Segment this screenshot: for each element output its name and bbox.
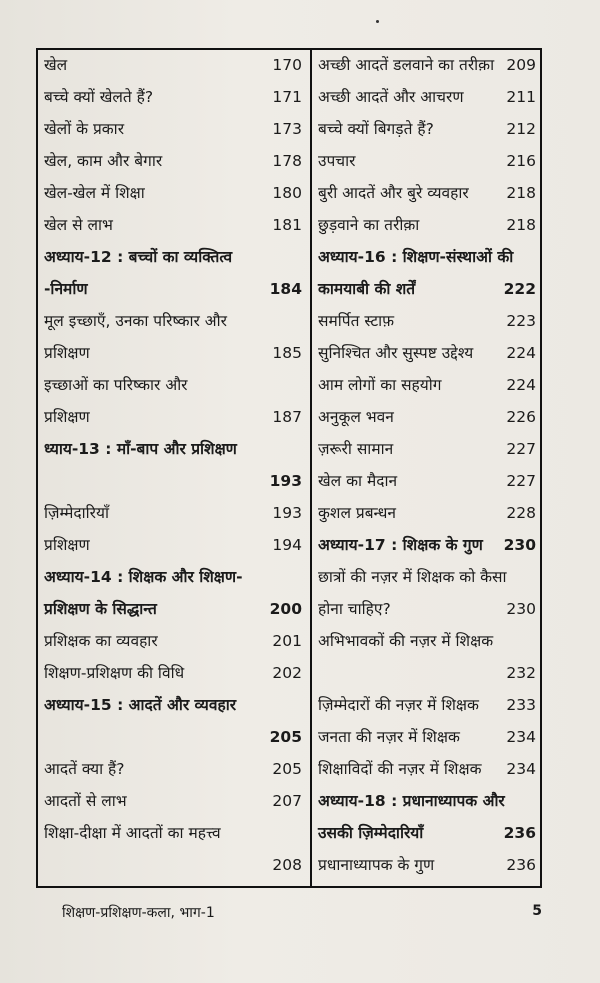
toc-entry-page: 194 <box>272 536 302 554</box>
toc-entry-page: 218 <box>506 184 536 202</box>
toc-entry-page: 202 <box>272 664 302 682</box>
footer-book-title: शिक्षण-प्रशिक्षण-कला, भाग-1 <box>62 905 215 921</box>
toc-entry-title: होना चाहिए? <box>318 600 391 618</box>
toc-entry-page: 222 <box>503 280 536 298</box>
toc-entry-title: प्रधानाध्यापक के गुण <box>318 856 435 874</box>
toc-entry-title: अध्याय-17 : शिक्षक के गुण <box>318 536 483 554</box>
toc-entry-page: 205 <box>272 760 302 778</box>
toc-entry-page: 233 <box>506 696 536 714</box>
toc-entry-title: बुरी आदतें और बुरे व्यवहार <box>318 184 469 202</box>
toc-entry-title: उपचार <box>318 152 356 170</box>
toc-entry-title: जनता की नज़र में शिक्षक <box>318 728 460 746</box>
toc-entry-page: 228 <box>506 504 536 522</box>
toc-entry-page: 184 <box>269 280 302 298</box>
toc-entry-title: प्रशिक्षक का व्यवहार <box>44 632 158 650</box>
toc-entry-title: कामयाबी की शर्तें <box>318 280 416 298</box>
toc-entry-title: अच्छी आदतें और आचरण <box>318 88 464 106</box>
toc-entry-title: इच्छाओं का परिष्कार और <box>44 376 188 394</box>
toc-entry-page: 201 <box>272 632 302 650</box>
toc-entry-title: ज़िम्मेदारियाँ <box>44 504 110 522</box>
toc-entry-page: 227 <box>506 440 536 458</box>
print-speck <box>376 20 379 23</box>
toc-entry-title: अनुकूल भवन <box>318 408 394 426</box>
toc-entry-title: ज़िम्मेदारों की नज़र में शिक्षक <box>318 696 479 714</box>
toc-entry-page: 226 <box>506 408 536 426</box>
toc-entry-title: खेल-खेल में शिक्षा <box>44 184 145 202</box>
toc-entry-title: सुनिश्चित और सुस्पष्ट उद्देश्य <box>318 344 474 362</box>
toc-entry-page: 208 <box>272 856 302 874</box>
toc-entry-page: 216 <box>506 152 536 170</box>
toc-entry-title: शिक्षण-प्रशिक्षण की विधि <box>44 664 185 682</box>
toc-entry-title: प्रशिक्षण <box>44 536 90 554</box>
toc-entry-title: खेल <box>44 56 68 74</box>
toc-entry-title: -निर्माण <box>44 280 88 298</box>
toc-entry-title: अध्याय-12 : बच्चों का व्यक्तित्व <box>44 248 233 266</box>
toc-entry-page: 232 <box>506 664 536 682</box>
toc-entry-title: अभिभावकों की नज़र में शिक्षक <box>318 632 494 650</box>
toc-entry-title: उसकी ज़िम्मेदारियाँ <box>318 824 424 842</box>
toc-entry-page: 200 <box>269 600 302 618</box>
toc-entry-page: 224 <box>506 344 536 362</box>
toc-entry-page: 187 <box>272 408 302 426</box>
toc-entry-title: अध्याय-14 : शिक्षक और शिक्षण- <box>44 568 243 586</box>
toc-entry-title: आदतों से लाभ <box>44 792 127 810</box>
toc-entry-page: 227 <box>506 472 536 490</box>
toc-entry-title: अध्याय-18 : प्रधानाध्यापक और <box>318 792 505 810</box>
toc-entry-page: 205 <box>269 728 302 746</box>
page-footer <box>62 903 542 922</box>
toc-entry-title: आम लोगों का सहयोग <box>318 376 442 394</box>
toc-entry-page: 224 <box>506 376 536 394</box>
toc-entry-title: खेल का मैदान <box>318 472 398 490</box>
toc-entry-title: प्रशिक्षण <box>44 344 90 362</box>
column-divider <box>310 50 312 886</box>
toc-entry-title: खेल से लाभ <box>44 216 113 234</box>
toc-entry-title: कुशल प्रबन्धन <box>318 504 396 522</box>
toc-entry-page: 230 <box>506 600 536 618</box>
toc-entry-page: 181 <box>272 216 302 234</box>
toc-entry-page: 180 <box>272 184 302 202</box>
toc-entry-page: 211 <box>506 88 536 106</box>
toc-entry-page: 207 <box>272 792 302 810</box>
toc-entry-page: 218 <box>506 216 536 234</box>
table-of-contents <box>36 48 542 888</box>
toc-entry-page: 178 <box>272 152 302 170</box>
toc-entry-page: 223 <box>506 312 536 330</box>
toc-entry-page: 234 <box>506 728 536 746</box>
toc-entry-page: 193 <box>272 504 302 522</box>
toc-entry-page: 234 <box>506 760 536 778</box>
toc-entry-title: मूल इच्छाएँ, उनका परिष्कार और <box>44 312 227 330</box>
page-number: 5 <box>532 903 542 919</box>
toc-entry-page: 170 <box>272 56 302 74</box>
toc-entry-title: छुड़वाने का तरीक़ा <box>318 216 420 234</box>
toc-entry-title: बच्चे क्यों बिगड़ते हैं? <box>318 120 434 138</box>
toc-entry-page: 212 <box>506 120 536 138</box>
toc-entry-title: खेल, काम और बेगार <box>44 152 163 170</box>
toc-entry-title: छात्रों की नज़र में शिक्षक को कैसा <box>318 568 507 586</box>
toc-entry-title: खेलों के प्रकार <box>44 120 125 138</box>
toc-entry-page: 173 <box>272 120 302 138</box>
toc-entry-title: शिक्षा-दीक्षा में आदतों का महत्त्व <box>44 824 221 842</box>
toc-entry-page: 230 <box>503 536 536 554</box>
toc-entry-page: 193 <box>269 472 302 490</box>
toc-entry-title: ध्याय-13 : माँ-बाप और प्रशिक्षण <box>44 440 237 458</box>
toc-right-column <box>318 50 536 886</box>
toc-entry-title: अध्याय-16 : शिक्षण-संस्थाओं की <box>318 248 514 266</box>
toc-entry-title: प्रशिक्षण के सिद्धान्त <box>44 600 157 618</box>
toc-entry-page: 171 <box>272 88 302 106</box>
toc-entry-page: 236 <box>503 824 536 842</box>
toc-entry-title: प्रशिक्षण <box>44 408 90 426</box>
toc-entry-title: अच्छी आदतें डलवाने का तरीक़ा <box>318 56 495 74</box>
toc-entry-page: 185 <box>272 344 302 362</box>
toc-entry-title: समर्पित स्टाफ़ <box>318 312 395 330</box>
toc-entry-title: आदतें क्या हैं? <box>44 760 125 778</box>
toc-entry-title: शिक्षाविदों की नज़र में शिक्षक <box>318 760 482 778</box>
toc-entry-title: ज़रूरी सामान <box>318 440 394 458</box>
toc-entry-title: अध्याय-15 : आदतें और व्यवहार <box>44 696 237 714</box>
toc-entry-title: बच्चे क्यों खेलते हैं? <box>44 88 154 106</box>
toc-entry-page: 236 <box>506 856 536 874</box>
toc-left-column <box>44 50 302 886</box>
toc-entry-page: 209 <box>506 56 536 74</box>
